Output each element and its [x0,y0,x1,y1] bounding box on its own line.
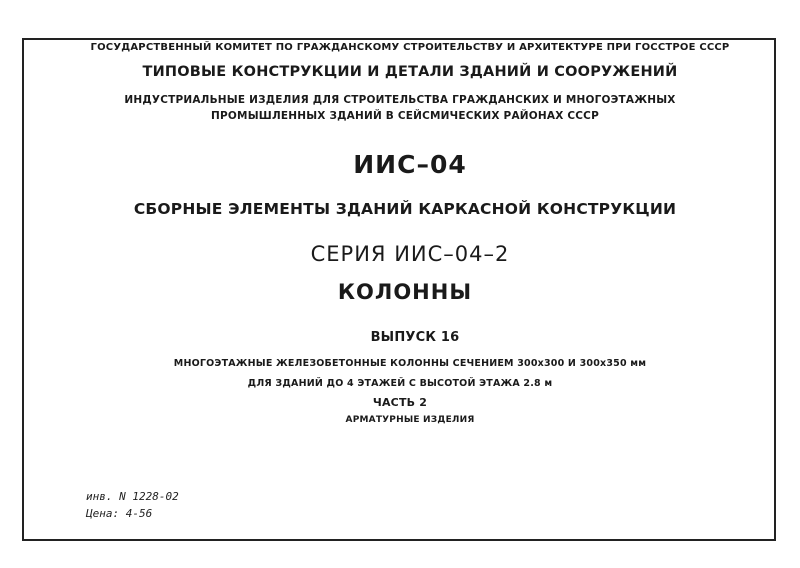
description-line-2: ДЛЯ ЗДАНИЙ ДО 4 ЭТАЖЕЙ С ВЫСОТОЙ ЭТАЖА 2.8 м [247,378,553,389]
series-title: СЕРИЯ ИИС–04–2 [310,242,510,266]
industrial-products-line-2: ПРОМЫШЛЕННЫХ ЗДАНИЙ В СЕЙСМИЧЕСКИХ РАЙОНАХ СССР [211,110,599,122]
columns-title: КОЛОННЫ [337,280,473,304]
committee-header: ГОСУДАРСТВЕННЫЙ КОМИТЕТ ПО ГРАЖДАНСКОМУ СТРОИТЕЛЬСТВУ И АРХИТЕКТУРЕ ПРИ ГОССТРОЕ СССР [90,42,730,53]
part-number: ЧАСТЬ 2 [372,396,428,409]
elements-title: СБОРНЫЕ ЭЛЕМЕНТЫ ЗДАНИЙ КАРКАСНОЙ КОНСТРУКЦИИ [133,200,677,218]
series-code: ИИС–04 [353,150,467,179]
inventory-number-handwritten: инв. N 1228-02 [86,490,179,503]
industrial-products-line-1: ИНДУСТРИАЛЬНЫЕ ИЗДЕЛИЯ ДЛЯ СТРОИТЕЛЬСТВА ГРАЖДАНСКИХ И МНОГОЭТАЖНЫХ [124,94,676,106]
typical-structures-title: ТИПОВЫЕ КОНСТРУКЦИИ И ДЕТАЛИ ЗДАНИЙ И СООРУЖЕНИЙ [142,64,678,80]
price-handwritten: Цена: 4-56 [86,507,153,520]
description-line-1: МНОГОЭТАЖНЫЕ ЖЕЛЕЗОБЕТОННЫЕ КОЛОННЫ СЕЧЕНИЕМ 300х300 И 300х350 мм [173,358,647,369]
issue-number: ВЫПУСК 16 [370,330,460,345]
part-subtitle: АРМАТУРНЫЕ ИЗДЕЛИЯ [345,415,475,425]
